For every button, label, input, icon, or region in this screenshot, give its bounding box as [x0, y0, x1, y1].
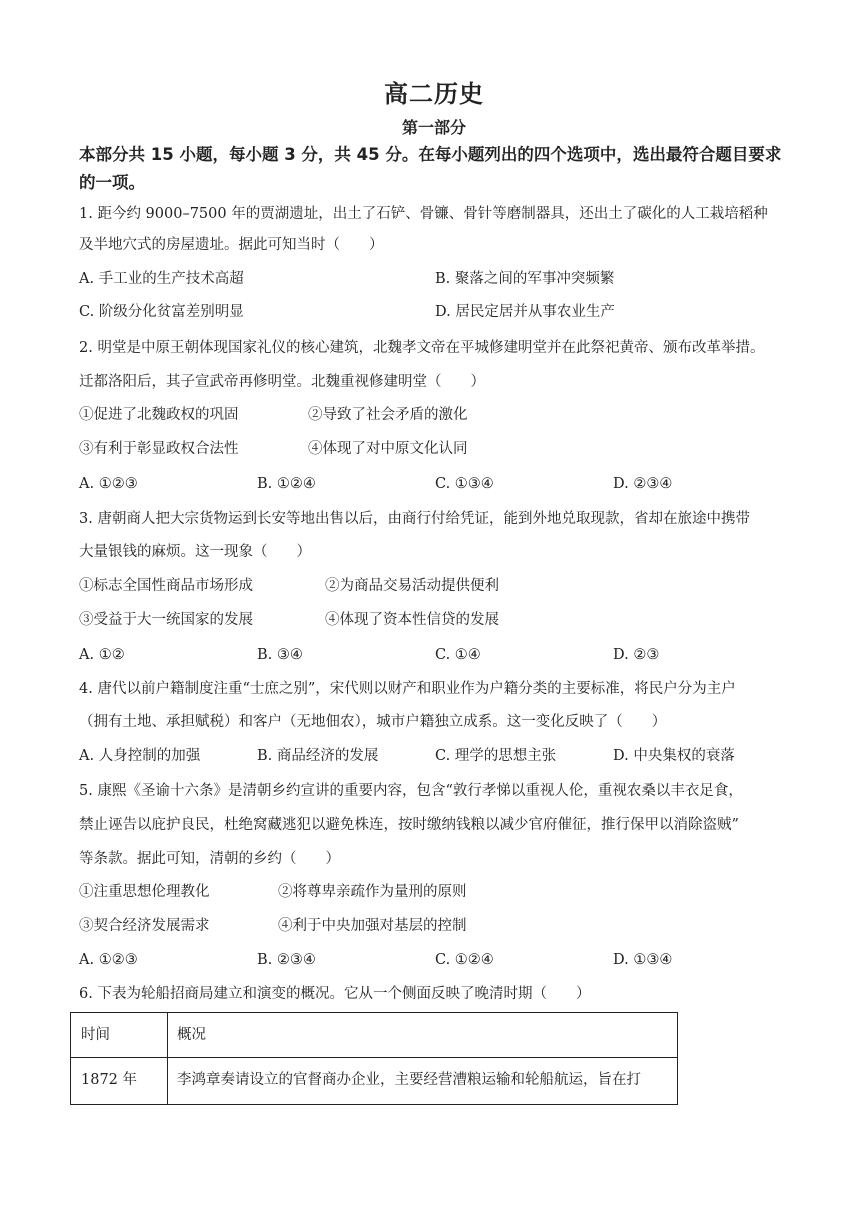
question-5-line-3: 等条款。据此可知，清朝的乡约（ ） [79, 851, 340, 867]
table-row-divider [71, 1057, 677, 1058]
question-3-statement-3: ③受益于大一统国家的发展 [79, 612, 253, 628]
question-5-statement-4: ④利于中央加强对基层的控制 [278, 918, 467, 934]
question-1-option-b: B. 聚落之间的军事冲突频繁 [435, 271, 615, 287]
question-2-statement-1: ①促进了北魏政权的巩固 [79, 407, 239, 423]
question-2-line-2: 迁都洛阳后，其子宣武帝再修明堂。北魏重视修建明堂（ ） [79, 374, 485, 390]
question-3-statement-2: ②为商品交易活动提供便利 [325, 578, 499, 594]
question-3-statement-1: ①标志全国性商品市场形成 [79, 578, 253, 594]
question-1-line-2: 及半地穴式的房屋遗址。据此可知当时（ ） [79, 237, 384, 253]
question-5-statement-3: ③契合经济发展需求 [79, 918, 210, 934]
question-4-line-2: （拥有土地、承担赋税）和客户（无地佃农），城市户籍独立成系。这一变化反映了（ ） [79, 714, 667, 730]
table-cell-year: 1872 年 [81, 1072, 138, 1088]
question-3-option-b: B. ③④ [257, 647, 303, 663]
question-5-line-1: 5. 康熙《圣谕十六条》是清朝乡约宣讲的重要内容，包含“敦行孝悌以重视人伦，重视农桑以丰衣足食， [79, 783, 743, 799]
question-3-option-a: A. ①② [79, 647, 125, 663]
question-2-option-d: D. ②③④ [613, 476, 673, 492]
question-4-option-b: B. 商品经济的发展 [257, 748, 379, 764]
question-4-option-a: A. 人身控制的加强 [79, 748, 201, 764]
question-2-statement-2: ②导致了社会矛盾的激化 [308, 407, 468, 423]
section-instruction: 本部分共 15 小题，每小题 3 分，共 45 分。在每小题列出的四个选项中，选出最符合题目要求的一项。 [79, 145, 782, 192]
table-cell-overview: 李鸿章奏请设立的官督商办企业，主要经营漕粮运输和轮船航运，旨在打 [177, 1072, 641, 1088]
question-4-line-1: 4. 唐代以前户籍制度注重“士庶之别”，宋代则以财产和职业作为户籍分类的主要标准，将民户分为主户 [79, 681, 736, 697]
question-3-option-d: D. ②③ [613, 647, 660, 663]
question-2-line-1: 2. 明堂是中原王朝体现国家礼仪的核心建筑，北魏孝文帝在平城修建明堂并在此祭祀黄帝、颁布改革举措。 [79, 340, 765, 356]
question-2-option-b: B. ①②④ [257, 476, 316, 492]
question-4-option-c: C. 理学的思想主张 [435, 748, 557, 764]
page-title: 高二历史 [384, 80, 484, 108]
question-1-option-a: A. 手工业的生产技术高超 [79, 271, 244, 287]
question-3-statement-4: ④体现了资本性信贷的发展 [325, 612, 499, 628]
question-5-option-a: A. ①②③ [79, 952, 138, 968]
question-4-option-d: D. 中央集权的衰落 [613, 748, 735, 764]
data-table [70, 1012, 678, 1105]
table-header-overview: 概况 [177, 1027, 206, 1043]
question-1-option-c: C. 阶级分化贫富差别明显 [79, 304, 244, 320]
question-2-statement-3: ③有利于彰显政权合法性 [79, 441, 239, 457]
question-5-statement-2: ②将尊卑亲疏作为量刑的原则 [278, 884, 467, 900]
question-5-line-2: 禁止诬告以庇护良民，杜绝窝藏逃犯以避免株连，按时缴纳钱粮以减少官府催征，推行保甲以消除盗贼” [79, 817, 739, 833]
question-5-statement-1: ①注重思想伦理教化 [79, 884, 210, 900]
question-3-option-c: C. ①④ [435, 647, 481, 663]
question-5-option-d: D. ①③④ [613, 952, 673, 968]
question-2-statement-4: ④体现了对中原文化认同 [308, 441, 468, 457]
section-title: 第一部分 [401, 118, 466, 137]
question-1-option-d: D. 居民定居并从事农业生产 [435, 304, 615, 320]
question-5-option-b: B. ②③④ [257, 952, 316, 968]
question-5-option-c: C. ①②④ [435, 952, 494, 968]
question-6-line-1: 6. 下表为轮船招商局建立和演变的概况。它从一个侧面反映了晚清时期（ ） [79, 986, 591, 1002]
table-header-time: 时间 [81, 1027, 110, 1043]
question-1-line-1: 1. 距今约 9000–7500 年的贾湖遗址，出土了石铲、骨镰、骨针等磨制器具，还出土了碳化的人工栽培稻种 [79, 206, 768, 222]
question-2-option-a: A. ①②③ [79, 476, 138, 492]
question-3-line-1: 3. 唐朝商人把大宗货物运到长安等地出售以后，由商行付给凭证，能到外地兑取现款，省却在旅途中携带 [79, 511, 750, 527]
table-column-divider [167, 1013, 168, 1104]
question-2-option-c: C. ①③④ [435, 476, 494, 492]
question-3-line-2: 大量银钱的麻烦。这一现象（ ） [79, 544, 311, 560]
